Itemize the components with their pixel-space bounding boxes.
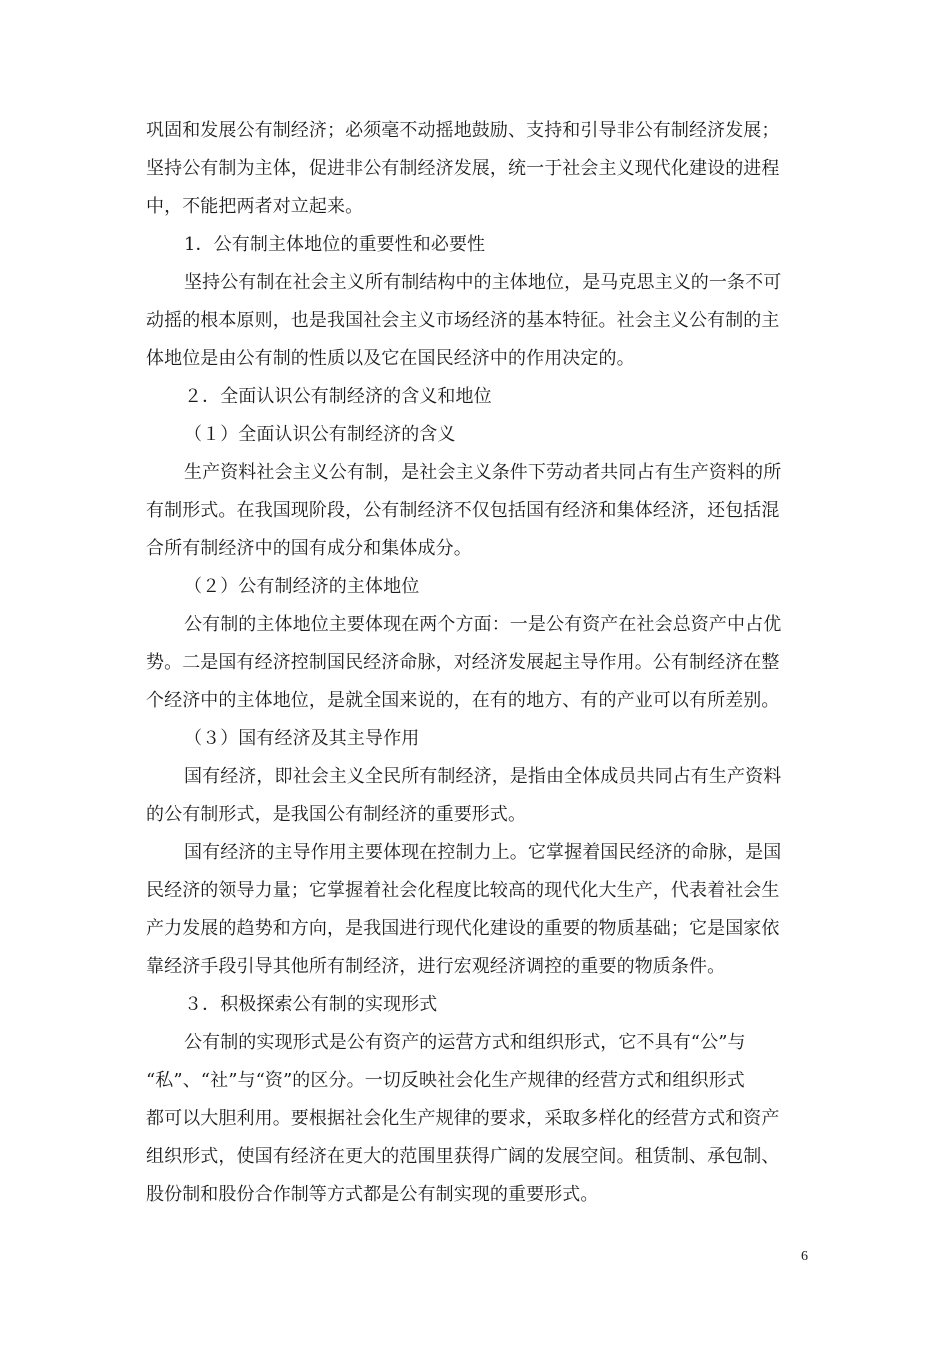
- subsection-heading: （３）国有经济及其主导作用: [184, 728, 420, 749]
- body-line: 靠经济手段引导其他所有制经济，进行宏观经济调控的重要的物质条件。: [146, 956, 726, 977]
- body-line: 组织形式，使国有经济在更大的范围里获得广阔的发展空间。租赁制、承包制、: [146, 1146, 780, 1167]
- body-line: 股份制和股份合作制等方式都是公有制实现的重要形式。: [146, 1184, 599, 1205]
- body-line: 动摇的根本原则，也是我国社会主义市场经济的基本特征。社会主义公有制的主: [146, 310, 780, 331]
- section-heading: 1．公有制主体地位的重要性和必要性: [184, 234, 486, 255]
- body-line: 产力发展的趋势和方向，是我国进行现代化建设的重要的物质基础；它是国家依: [146, 918, 780, 939]
- body-line: 个经济中的主体地位，是就全国来说的，在有的地方、有的产业可以有所差别。: [146, 690, 780, 711]
- body-line: 势。二是国有经济控制国民经济命脉，对经济发展起主导作用。公有制经济在整: [146, 652, 780, 673]
- section-heading: ２．全面认识公有制经济的含义和地位: [184, 386, 492, 407]
- body-line: 中，不能把两者对立起来。: [146, 196, 364, 217]
- body-line: 国有经济，即社会主义全民所有制经济，是指由全体成员共同占有生产资料: [184, 766, 782, 787]
- body-line: 体地位是由公有制的性质以及它在国民经济中的作用决定的。: [146, 348, 635, 369]
- body-line: 巩固和发展公有制经济；必须毫不动摇地鼓励、支持和引导非公有制经济发展；: [146, 120, 780, 141]
- body-line: 坚持公有制在社会主义所有制结构中的主体地位，是马克思主义的一条不可: [184, 272, 782, 293]
- body-line: 国有经济的主导作用主要体现在控制力上。它掌握着国民经济的命脉，是国: [184, 842, 782, 863]
- body-line: 有制形式。在我国现阶段，公有制经济不仅包括国有经济和集体经济，还包括混: [146, 500, 780, 521]
- body-line: “私”、“社”与“资”的区分。一切反映社会化生产规律的经营方式和组织形式: [146, 1070, 745, 1091]
- page-number: 6: [801, 1249, 808, 1264]
- subsection-heading: （１）全面认识公有制经济的含义: [184, 424, 456, 445]
- body-line: 民经济的领导力量；它掌握着社会化程度比较高的现代化大生产，代表着社会生: [146, 880, 780, 901]
- subsection-heading: （２）公有制经济的主体地位: [184, 576, 420, 597]
- section-heading: ３．积极探索公有制的实现形式: [184, 994, 438, 1015]
- body-line: 生产资料社会主义公有制，是社会主义条件下劳动者共同占有生产资料的所: [184, 462, 782, 483]
- body-line: 公有制的实现形式是公有资产的运营方式和组织形式，它不具有“公”与: [184, 1032, 746, 1053]
- body-line: 都可以大胆利用。要根据社会化生产规律的要求，采取多样化的经营方式和资产: [146, 1108, 780, 1129]
- body-line: 坚持公有制为主体，促进非公有制经济发展，统一于社会主义现代化建设的进程: [146, 158, 780, 179]
- body-line: 的公有制形式，是我国公有制经济的重要形式。: [146, 804, 527, 825]
- body-line: 合所有制经济中的国有成分和集体成分。: [146, 538, 472, 559]
- body-line: 公有制的主体地位主要体现在两个方面：一是公有资产在社会总资产中占优: [184, 614, 782, 635]
